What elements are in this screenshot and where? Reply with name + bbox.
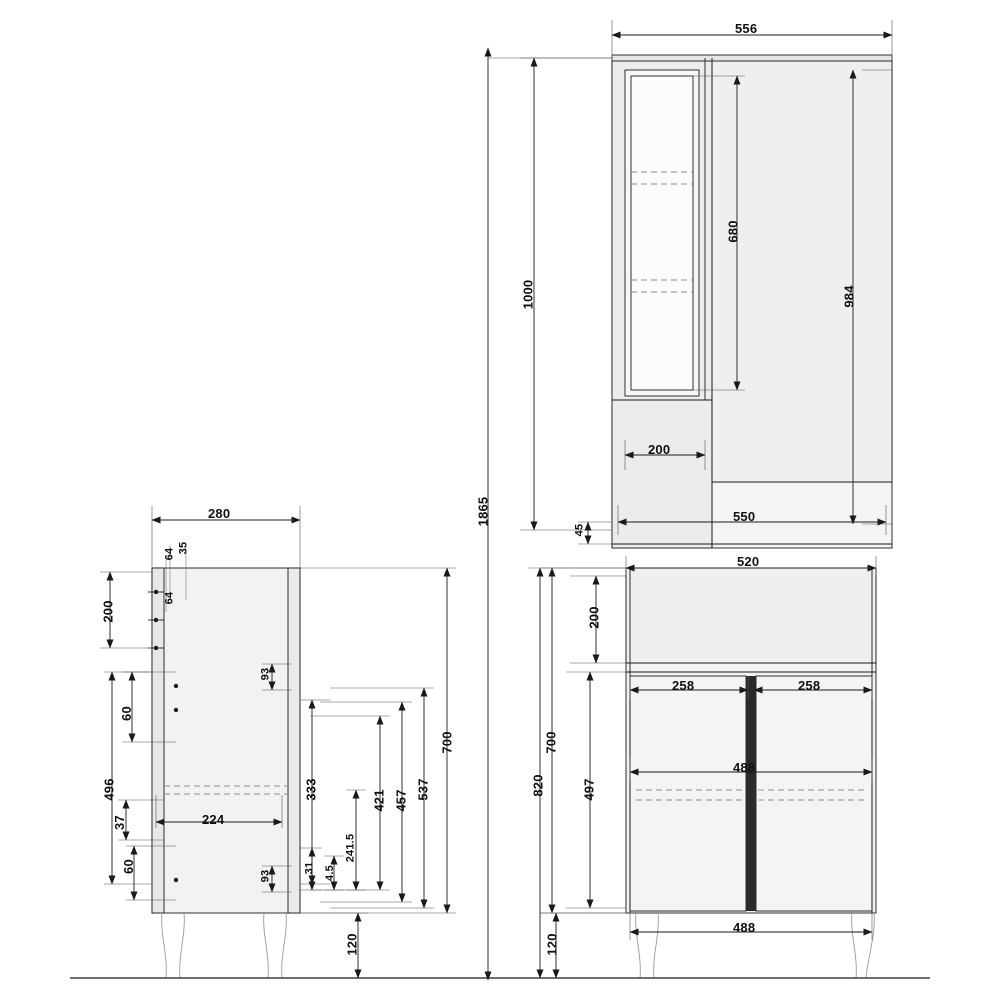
dim-label-120-front: 120 xyxy=(544,933,560,956)
dim-label-60-b: 60 xyxy=(120,859,136,874)
dim-label-1865: 1865 xyxy=(475,496,491,527)
dim-label-93-b: 93 xyxy=(259,869,272,883)
dim-label-224: 224 xyxy=(202,812,225,827)
dim-label-1000: 1000 xyxy=(520,279,536,310)
side-view-lower-cabinet xyxy=(100,506,456,978)
dim-label-60-a: 60 xyxy=(118,706,134,721)
dim-label-280: 280 xyxy=(208,506,231,521)
dim-label-537: 537 xyxy=(415,778,431,801)
dim-label-820: 820 xyxy=(530,774,546,797)
dim-label-35: 35 xyxy=(177,541,190,555)
dim-label-700-front: 700 xyxy=(543,731,559,754)
dim-label-457: 457 xyxy=(393,789,409,812)
dim-label-37: 37 xyxy=(111,815,127,830)
dim-label-520: 520 xyxy=(737,554,760,569)
dim-label-31: 31 xyxy=(303,861,316,875)
dim-label-45-side: 4.5 xyxy=(323,865,336,881)
dim-label-64-b: 64 xyxy=(163,591,176,605)
dim-label-556: 556 xyxy=(735,21,758,36)
dim-label-200-side: 200 xyxy=(100,600,116,623)
dim-label-984: 984 xyxy=(841,285,857,308)
front-view-lower-cabinet xyxy=(528,556,876,978)
dim-label-497: 497 xyxy=(581,778,597,801)
dim-label-45-tall: 45 xyxy=(573,523,586,537)
dim-label-488-a: 488 xyxy=(733,760,756,775)
dim-label-200-tall: 200 xyxy=(648,442,671,457)
dim-label-64-a: 64 xyxy=(163,547,176,561)
dim-label-496: 496 xyxy=(101,778,117,801)
dim-label-421: 421 xyxy=(371,789,387,812)
dim-label-258-b: 258 xyxy=(798,678,821,693)
dim-label-258-a: 258 xyxy=(672,678,695,693)
dim-label-120-side: 120 xyxy=(344,933,360,956)
dim-label-93-a: 93 xyxy=(259,667,272,681)
dim-label-333: 333 xyxy=(303,778,319,801)
dim-label-680: 680 xyxy=(725,220,741,243)
dim-label-241-5: 241.5 xyxy=(344,833,357,863)
dim-label-550: 550 xyxy=(733,509,756,524)
dim-label-200-front: 200 xyxy=(586,606,602,629)
dim-label-700-side: 700 xyxy=(439,731,455,754)
dim-label-488-b: 488 xyxy=(733,920,756,935)
